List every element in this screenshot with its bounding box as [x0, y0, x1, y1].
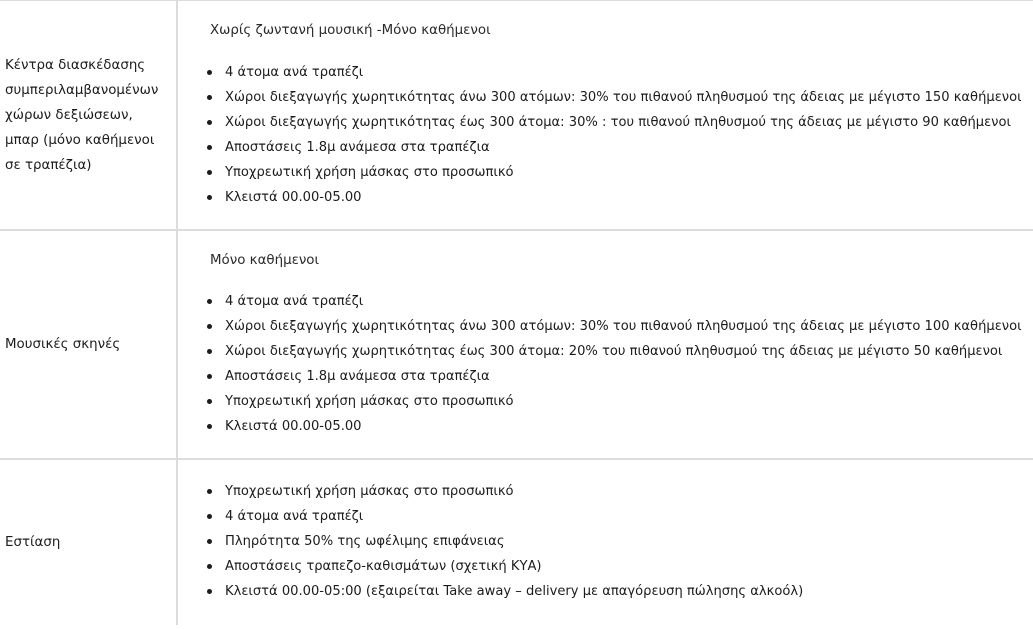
list-item: Κλειστά 00.00-05.00 [206, 185, 1022, 210]
list-item: Πληρότητα 50% της ωφέλιμης επιφάνειας [206, 529, 803, 554]
bullet-list [206, 289, 1022, 439]
list-item: Κλειστά 00.00-05:00 (εξαιρείται Take away – delivery με απαγόρευση πώλησης αλκοόλ) [206, 579, 803, 604]
table-row [0, 230, 1033, 460]
list-item: 4 άτομα ανά τραπέζι [206, 289, 1022, 314]
row-heading: Χωρίς ζωντανή μουσική -Μόνο καθήμενοι [210, 23, 491, 38]
bullet-list [206, 479, 803, 604]
list-item: 4 άτομα ανά τραπέζι [206, 504, 803, 529]
list-item: Υποχρεωτική χρήση μάσκας στο προσωπικό [206, 389, 1022, 414]
list-item: Αποστάσεις τραπεζο-καθισμάτων (σχετική ΚΥΑ) [206, 554, 803, 579]
row-content-cell [180, 230, 1033, 458]
list-item: Υποχρεωτική χρήση μάσκας στο προσωπικό [206, 479, 803, 504]
list-item: Χώροι διεξαγωγής χωρητικότητας έως 300 άτομα: 30% : του πιθανού πληθυσμού της άδειας με μέγιστο 90 καθήμενοι [206, 110, 1022, 135]
table-row [0, 1, 1033, 231]
row-content-cell [180, 1, 1033, 229]
list-item: Υποχρεωτική χρήση μάσκας στο προσωπικό [206, 160, 1022, 185]
list-item: Χώροι διεξαγωγής χωρητικότητας έως 300 άτομα: 20% του πιθανού πληθυσμού της άδειας με μέγιστο 50 καθήμενοι [206, 339, 1022, 364]
row-label-cell [0, 459, 178, 625]
list-item: Αποστάσεις 1.8μ ανάμεσα στα τραπέζια [206, 135, 1022, 160]
row-label-cell [0, 1, 178, 229]
list-item: Αποστάσεις 1.8μ ανάμεσα στα τραπέζια [206, 364, 1022, 389]
row-content-cell [180, 459, 1033, 629]
list-item: 4 άτομα ανά τραπέζι [206, 60, 1022, 85]
list-item: Χώροι διεξαγωγής χωρητικότητας άνω 300 ατόμων: 30% του πιθανού πληθυσμού της άδειας με μέγιστο 100 καθήμενοι [206, 314, 1022, 339]
row-label: Κέντρα διασκέδασης συμπεριλαμβανομένων χώρων δεξιώσεων, μπαρ (μόνο καθήμενοι σε τραπέζια) [5, 57, 159, 173]
bullet-list [206, 60, 1022, 210]
row-label-cell [0, 230, 178, 458]
row-label: Μουσικές σκηνές [5, 336, 121, 352]
row-label: Εστίαση [5, 534, 61, 550]
table-row [0, 459, 1033, 629]
list-item: Χώροι διεξαγωγής χωρητικότητας άνω 300 ατόμων: 30% του πιθανού πληθυσμού της άδειας με μέγιστο 150 καθήμενοι [206, 85, 1022, 110]
list-item: Κλειστά 00.00-05.00 [206, 414, 1022, 439]
row-heading: Μόνο καθήμενοι [210, 253, 320, 268]
